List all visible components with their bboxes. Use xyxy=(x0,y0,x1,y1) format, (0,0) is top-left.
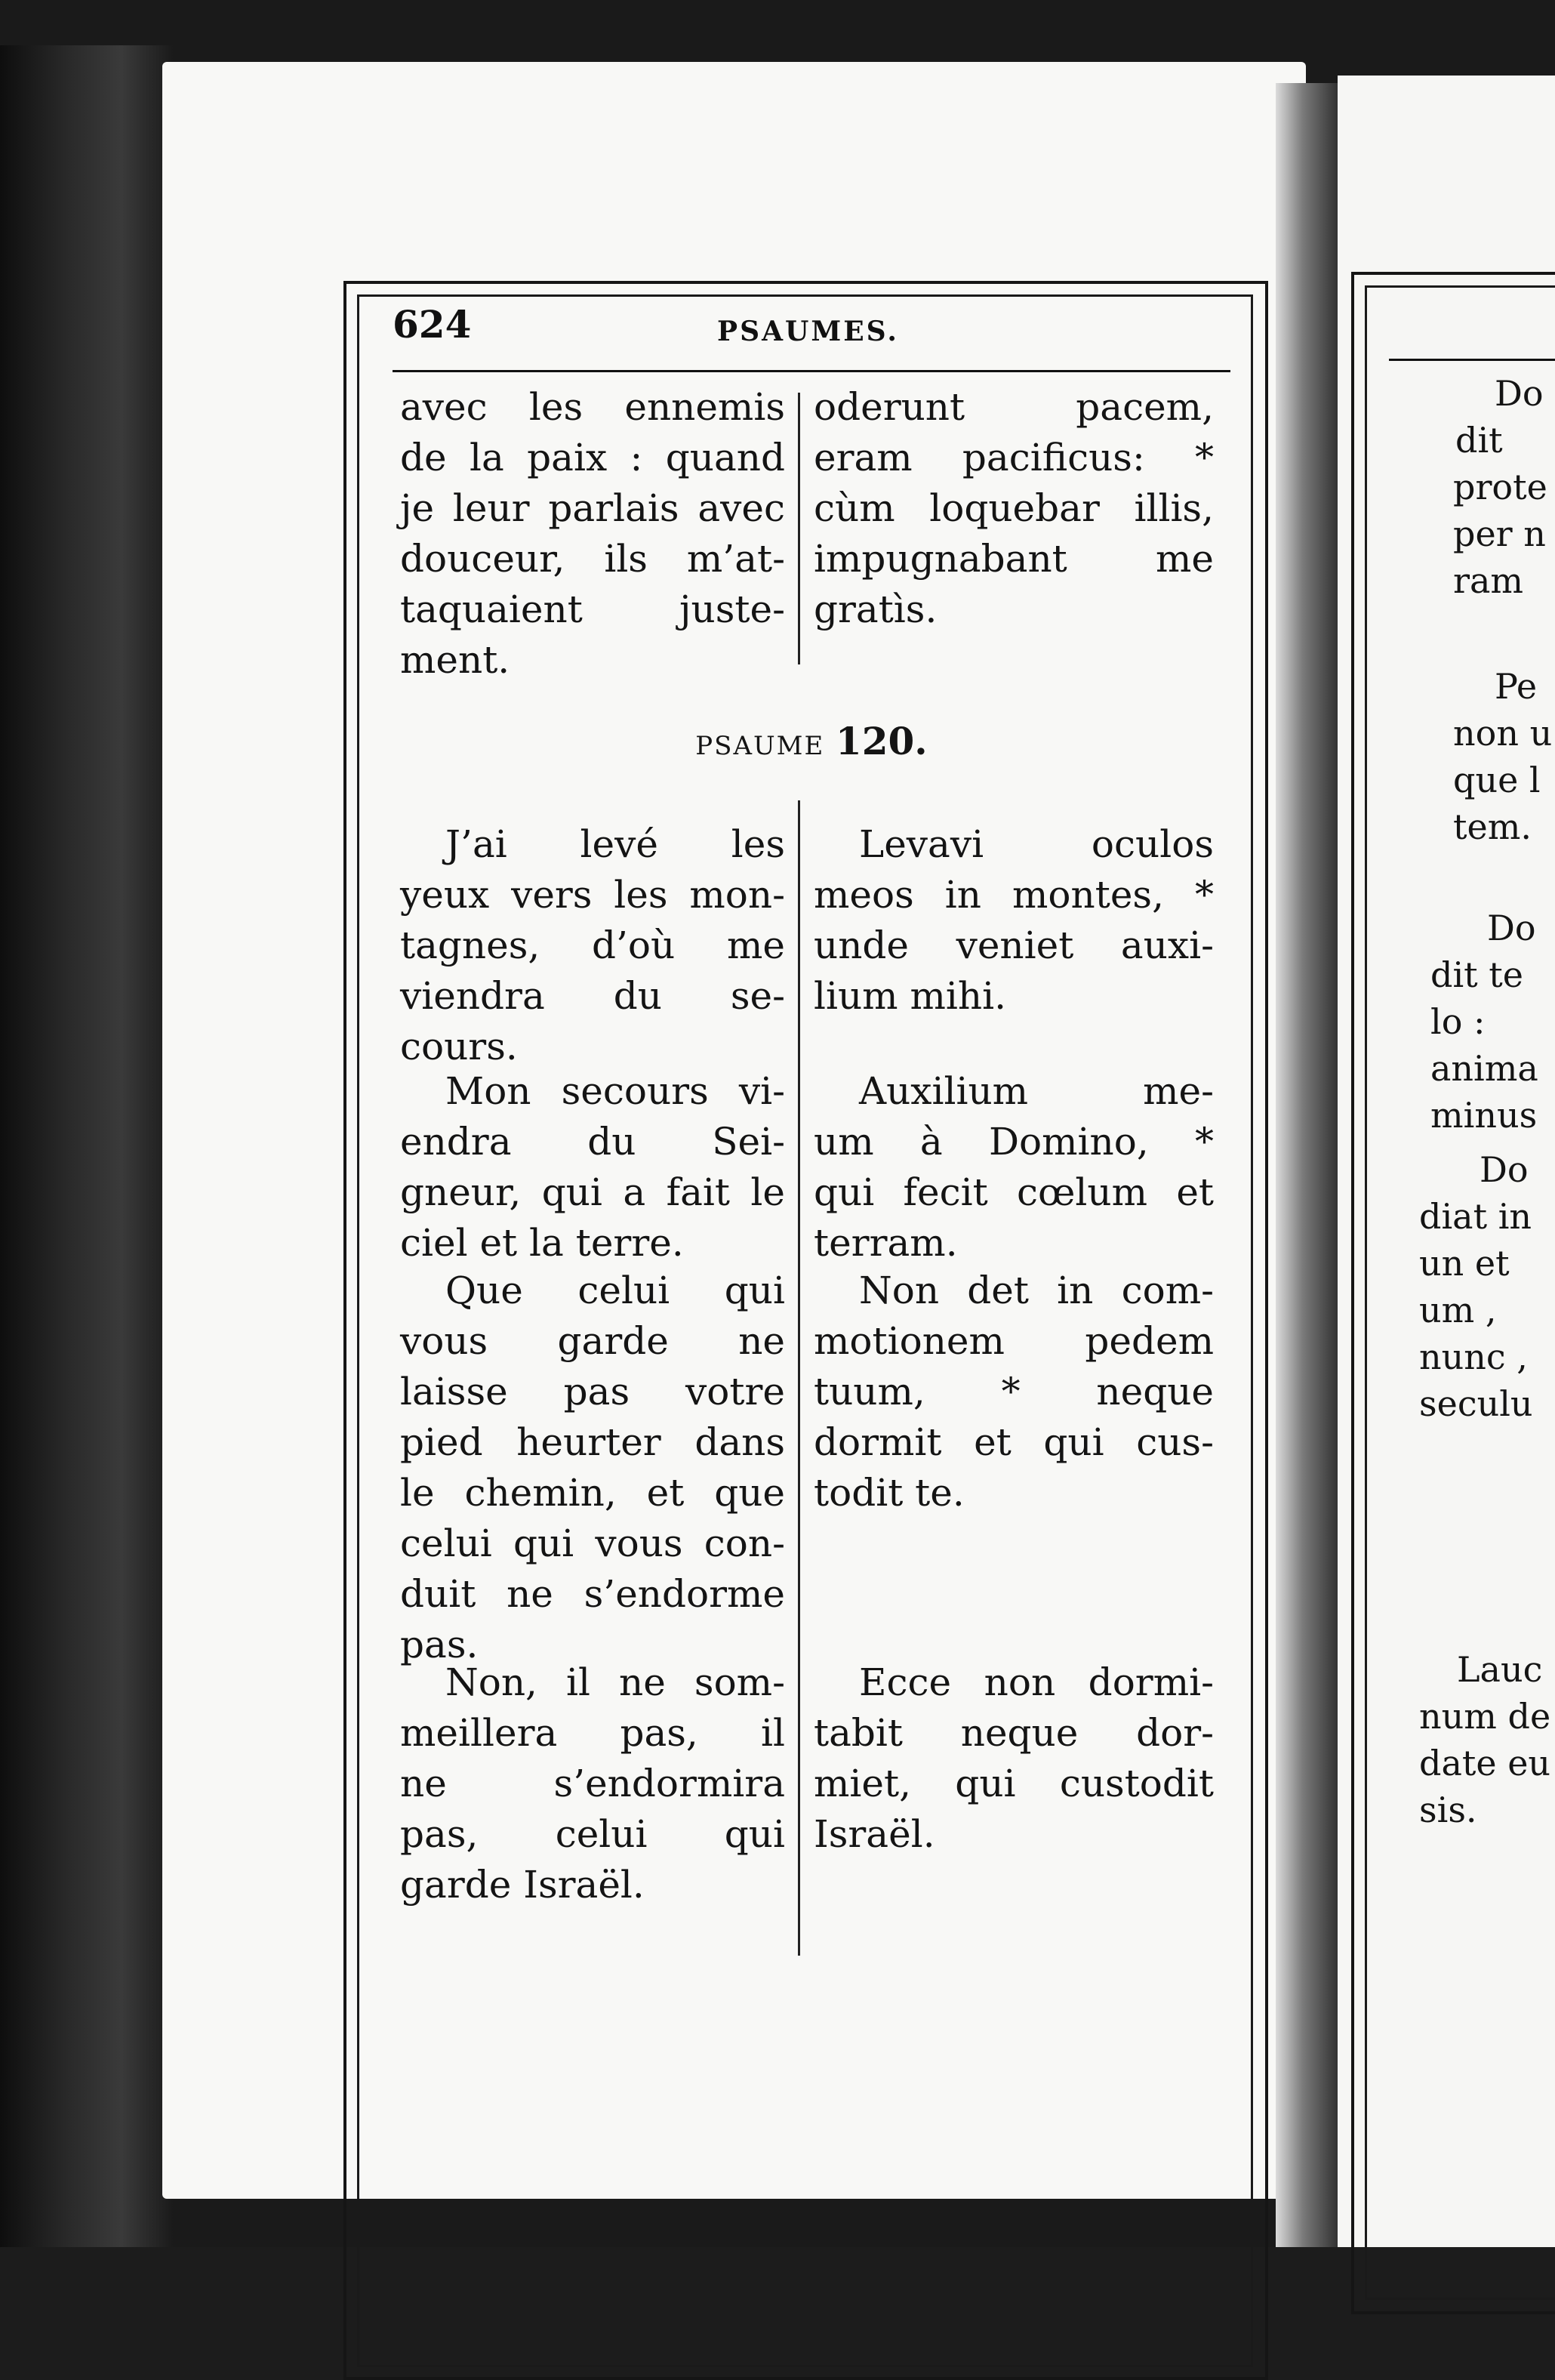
text-line: pied heurter dans xyxy=(400,1420,785,1464)
text-line: miet, qui custodit xyxy=(814,1762,1214,1805)
text-line: laisse pas votre xyxy=(400,1370,785,1414)
text-line: motionem pedem xyxy=(814,1319,1214,1363)
text-line: Do xyxy=(1495,373,1544,414)
text-line: douceur, ils m’at- xyxy=(400,537,785,581)
text-line: terram. xyxy=(814,1221,958,1265)
text-line: nunc , xyxy=(1419,1336,1528,1377)
verse-1-latin xyxy=(814,819,1214,1022)
text-line: tuum, * neque xyxy=(814,1370,1214,1414)
text-line: seculu xyxy=(1419,1383,1533,1424)
text-line: prote xyxy=(1453,467,1547,507)
text-line: taquaient juste- xyxy=(400,587,785,631)
verse-3-french xyxy=(400,1266,785,1670)
verse-4-french xyxy=(400,1657,785,1910)
text-line: que l xyxy=(1453,760,1541,800)
page-number: 624 xyxy=(393,302,472,347)
column-divider-bottom xyxy=(798,800,800,1956)
right-page-block-3 xyxy=(1430,905,1555,1139)
column-divider-top xyxy=(798,393,800,664)
text-line: Non, il ne som- xyxy=(445,1660,785,1704)
text-line: um à Domino, * xyxy=(814,1120,1214,1164)
text-line: pas. xyxy=(400,1623,479,1666)
text-line: ment. xyxy=(400,638,510,682)
text-line: yeux vers les mon- xyxy=(400,873,785,917)
text-line: meos in montes, * xyxy=(814,873,1214,917)
text-line: tabit neque dor- xyxy=(814,1711,1214,1755)
psalm-number: 120. xyxy=(835,719,928,763)
text-line: eram pacificus: * xyxy=(814,436,1214,479)
text-line: tagnes, d’où me xyxy=(400,923,785,967)
text-line: num de xyxy=(1419,1696,1551,1737)
right-page-block-1b xyxy=(1453,464,1555,604)
text-line: endra du Sei- xyxy=(400,1120,785,1164)
text-line: viendra du se- xyxy=(400,974,785,1018)
text-line: non u xyxy=(1453,713,1553,754)
text-line: qui fecit cœlum et xyxy=(814,1170,1214,1214)
text-line: sis. xyxy=(1419,1790,1477,1830)
text-line: de la paix : quand xyxy=(400,436,785,479)
continuation-latin xyxy=(814,382,1214,635)
text-line: ne s’endormira xyxy=(400,1762,785,1805)
text-line: impugnabant me xyxy=(814,537,1214,581)
text-line: per n xyxy=(1453,513,1546,554)
right-page-block-1 xyxy=(1419,370,1555,464)
text-line: cùm loquebar illis, xyxy=(814,486,1214,530)
verse-1-french xyxy=(400,819,785,1072)
text-line: dormit et qui cus- xyxy=(814,1420,1214,1464)
text-line: ram xyxy=(1453,560,1524,601)
text-line: meillera pas, il xyxy=(400,1711,785,1755)
text-line: vous garde ne xyxy=(400,1319,785,1363)
text-line: un et xyxy=(1419,1243,1510,1284)
verse-2-latin xyxy=(814,1066,1214,1269)
text-line: lium mihi. xyxy=(814,974,1006,1018)
psalm-heading xyxy=(393,719,1230,763)
right-page-block-2 xyxy=(1453,663,1555,850)
text-line: oderunt pacem, xyxy=(814,385,1214,429)
text-line: unde veniet auxi- xyxy=(814,923,1214,967)
text-line: Levavi oculos xyxy=(859,822,1214,866)
text-line: duit ne s’endorme xyxy=(400,1572,785,1616)
text-line: Do xyxy=(1487,908,1536,948)
text-line: dit xyxy=(1455,420,1503,461)
text-line: pas, celui qui xyxy=(400,1812,785,1856)
text-line: Lauc xyxy=(1457,1649,1543,1690)
text-line: Que celui qui xyxy=(445,1269,785,1312)
text-line: Do xyxy=(1480,1149,1529,1190)
text-line: date eu xyxy=(1419,1743,1551,1783)
text-line: avec les ennemis xyxy=(400,385,785,429)
header-rule xyxy=(393,370,1230,372)
text-line: Pe xyxy=(1495,666,1538,707)
text-line: anima xyxy=(1430,1048,1538,1089)
text-line: lo : xyxy=(1430,1001,1486,1042)
psalm-label: PSAUME xyxy=(695,731,825,761)
text-line: dit te xyxy=(1430,954,1523,995)
text-line: Auxilium me- xyxy=(859,1069,1214,1113)
text-line: Israël. xyxy=(814,1812,935,1856)
book-binding-edge xyxy=(0,45,174,2247)
text-line: diat in xyxy=(1419,1196,1532,1237)
section-title: PSAUMES. xyxy=(717,316,899,347)
right-page-block-4 xyxy=(1419,1146,1555,1427)
verse-4-latin xyxy=(814,1657,1214,1860)
text-line: tem. xyxy=(1453,806,1532,847)
verse-2-french xyxy=(400,1066,785,1269)
text-line: cours. xyxy=(400,1025,518,1068)
right-page-block-5 xyxy=(1419,1646,1555,1833)
text-line: gneur, qui a fait le xyxy=(400,1170,785,1214)
text-line: ciel et la terre. xyxy=(400,1221,684,1265)
right-page-header-rule xyxy=(1389,359,1555,361)
text-line: Non det in com- xyxy=(859,1269,1214,1312)
continuation-french xyxy=(400,382,785,686)
text-line: todit te. xyxy=(814,1471,965,1515)
text-line: Ecce non dormi- xyxy=(859,1660,1214,1704)
verse-3-latin xyxy=(814,1266,1214,1518)
text-line: um , xyxy=(1419,1290,1497,1330)
text-line: minus xyxy=(1430,1095,1538,1136)
text-line: Mon secours vi- xyxy=(445,1069,785,1113)
text-line: J’ai levé les xyxy=(445,822,785,866)
book-gutter xyxy=(1276,83,1344,2247)
text-line: le chemin, et que xyxy=(400,1471,785,1515)
text-line: gratìs. xyxy=(814,587,938,631)
text-line: celui qui vous con- xyxy=(400,1521,785,1565)
running-head xyxy=(393,302,1230,378)
text-line: je leur parlais avec xyxy=(400,486,785,530)
text-line: garde Israël. xyxy=(400,1863,645,1907)
